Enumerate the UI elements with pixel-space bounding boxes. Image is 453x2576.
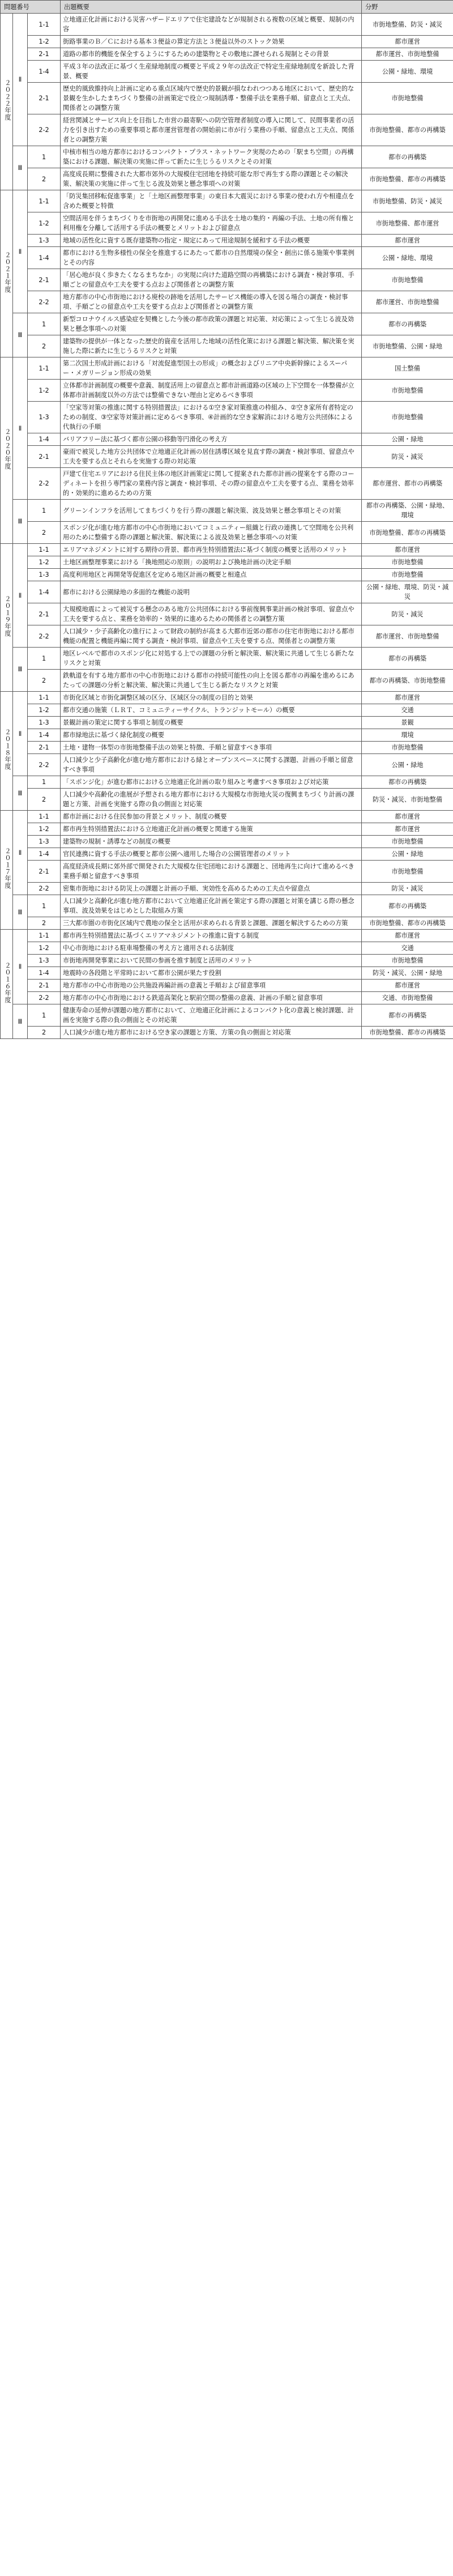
table-row: [1, 848, 453, 861]
question-summary-cell: 地区レベルで都市のスポンジ化に対処する上での課題の分析と解決策、解決策に共通して生じる新たなリスクと対策: [61, 648, 362, 670]
table-row: [1, 556, 453, 569]
question-field-cell: 市街地整備: [362, 861, 453, 883]
question-summary-cell: 高度利用地区と再開発等促進区を定める地区計画の概要と相違点: [61, 569, 362, 581]
year-label: ２０２２年度: [4, 79, 11, 121]
question-number-cell: 1-2: [28, 823, 61, 836]
question-field-cell: 都市運営: [362, 980, 453, 992]
question-field-cell: 市街地整備、防災・減災: [362, 14, 453, 36]
question-summary-cell: 人口減少や高齢化の進展が予想される地方都市における大規模な市街地火災の復興まちづくり計画の課題と方策、計画を実施する際の負の側面と対応策: [61, 789, 362, 811]
question-field-cell: 防災・減災: [362, 446, 453, 468]
question-field-cell: 市街地整備、都市の再構築: [362, 1027, 453, 1039]
question-summary-cell: 高度経済成長期に郊外部で開発された大規模な住宅団地における課題と、団地再生に向けて進めるべき業務手順と留意すべき事項: [61, 861, 362, 883]
question-field-cell: 都市の再構築、市街地整備: [362, 670, 453, 692]
header-issue-no: 問題番号: [1, 1, 61, 14]
table-row: [1, 742, 453, 754]
question-number-cell: 1-4: [28, 967, 61, 980]
question-summary-cell: 高度成長期に整備された大都市郊外の大規模住宅団地を持続可能な形で再生する際の課題とその解決策、解決策の実施に伴って生じる波及効果と懸念事項への対策: [61, 168, 362, 190]
header-row: [1, 1, 453, 14]
table-row: [1, 212, 453, 235]
table-row: [1, 692, 453, 704]
question-field-cell: 都市の再構築、公園・緑地、環境: [362, 500, 453, 522]
question-summary-cell: 空間活用を伴うまちづくりを市街地の再開発に進める手法を土地の集約・再編の手法、土地の所有権と利用権を分離して活用する手法の概要とメリットおよび留意点: [61, 212, 362, 235]
question-field-cell: 交通: [362, 942, 453, 955]
question-field-cell: 防災・減災: [362, 603, 453, 625]
table-row: [1, 603, 453, 625]
question-number-cell: 2-1: [28, 603, 61, 625]
question-summary-cell: 都市再生特別措置法における立地適正化計画の概要と関連する施策: [61, 823, 362, 836]
question-number-cell: 2-1: [28, 446, 61, 468]
question-summary-cell: スポンジ化が進む地方都市の中心市街地においてコミュニティー組織と行政の連携して空間地を公共利用のために整備する際の課題と解決策、解決策による波及効果と懸念事項への対策: [61, 522, 362, 544]
question-number-cell: 1-1: [28, 14, 61, 36]
table-row: [1, 883, 453, 895]
question-summary-cell: 都市緑地法に基づく緑化制度の概要: [61, 729, 362, 742]
question-field-cell: 市街地整備: [362, 402, 453, 433]
table-row: [1, 967, 453, 980]
question-field-cell: 交通、市街地整備: [362, 992, 453, 1004]
question-field-cell: 景観: [362, 717, 453, 729]
table-row: [1, 823, 453, 836]
question-field-cell: 都市運営: [362, 544, 453, 556]
question-summary-cell: 中核市相当の地方都市におけるコンパクト・プラス・ネットワーク実現のための「駅まち空間」の再構築における課題、解決策の実施に伴って新たに生じうるリスクとその対策: [61, 146, 362, 168]
question-summary-cell: 道路の都市的機能を保全するようにするための建築物とその敷地に課せられる規制とその背景: [61, 48, 362, 61]
question-summary-cell: 建築物の規制・誘導などの制度の概要: [61, 836, 362, 848]
question-summary-cell: 地域の活性化に資する既存建築物の指定・規定にあって用途規制を緩和する手法の概要: [61, 235, 362, 247]
table-row: [1, 235, 453, 247]
table-row: [1, 704, 453, 717]
question-number-cell: 1: [28, 895, 61, 917]
question-summary-cell: 建築物の提供が一体となった歴史的資産を活用した地域の活性化策における課題と解決策、解決策を実施した際に新たに生じうるリスクと対策: [61, 335, 362, 357]
table-row: [1, 247, 453, 269]
question-number-cell: 1-3: [28, 836, 61, 848]
question-field-cell: 都市運営、市街地整備: [362, 625, 453, 648]
question-summary-cell: 都市計画における住民参加の背景とメリット、制度の概要: [61, 811, 362, 823]
question-summary-cell: 地方都市の中心市街地における廃校の跡地を活用したサービス機能の導入を図る場合の調査・検討事項、手順ごとの留意点や工夫を要する点および関係者との調整方策: [61, 291, 362, 313]
table-row: [1, 190, 453, 212]
question-number-cell: 1-4: [28, 848, 61, 861]
table-row: [1, 811, 453, 823]
question-number-cell: 1-4: [28, 61, 61, 83]
question-number-cell: 1: [28, 146, 61, 168]
question-field-cell: 国土整備: [362, 357, 453, 380]
question-summary-cell: エリアマネジメントに対する期待の背景、都市再生特別措置法に基づく制度の概要と活用のメリット: [61, 544, 362, 556]
table-row: [1, 48, 453, 61]
question-number-cell: 2: [28, 1027, 61, 1039]
question-summary-cell: 都市再生特別措置法に基づくエリアマネジメントの推進に資する制度: [61, 930, 362, 942]
question-number-cell: 2-1: [28, 861, 61, 883]
year-cell: [1, 190, 13, 357]
question-field-cell: 公園・緑地: [362, 433, 453, 446]
question-summary-cell: 歴史的風致維持向上計画に定める重点区域内で歴史的景観が損なわれつつある地区において、歴史的な景観を生かしたまちづくり整備の計画策定で役立つ規制誘導・整備手法を業務手順、留意点と工夫点、関係者との調整方策: [61, 83, 362, 114]
question-summary-cell: 大規模地震によって被災する懸念のある地方公共団体における事前復興事業計画の検討事項、留意点や工夫を要する点と、業務を効率的・効果的に進めるための関係者との調整方策: [61, 603, 362, 625]
question-summary-cell: 人口減少が進む地方都市における空き家の課題と方策、方策の負の側面と対応策: [61, 1027, 362, 1039]
table-row: [1, 83, 453, 114]
table-row: [1, 861, 453, 883]
question-field-cell: 公園・緑地、環境: [362, 247, 453, 269]
question-summary-cell: 「防災集団移転促進事業」と「土地区画整理事業」の東日本大震災における事業の使われ方や相違点を含めた概要と特徴: [61, 190, 362, 212]
question-number-cell: 1-1: [28, 190, 61, 212]
question-number-cell: 1-3: [28, 717, 61, 729]
table-row: [1, 930, 453, 942]
question-summary-cell: 官民連携に資する手法の概要と都市公園へ適用した場合の公園管理者のメリット: [61, 848, 362, 861]
question-number-cell: 2-2: [28, 625, 61, 648]
question-number-cell: 1-1: [28, 692, 61, 704]
question-number-cell: 1-4: [28, 247, 61, 269]
table-row: [1, 335, 453, 357]
question-field-cell: 都市の再構築: [362, 895, 453, 917]
question-number-cell: 2-1: [28, 48, 61, 61]
question-summary-cell: 土地・建物一体型の市街地整備手法の効果と特徴、手順と留意すべき事項: [61, 742, 362, 754]
question-field-cell: 市街地整備: [362, 380, 453, 402]
question-summary-cell: 地震時の各段階と平常時において都市公園が果たす役割: [61, 967, 362, 980]
question-summary-cell: 「スポンジ化」が進む都市における立地適正化計画の取り組みと考慮すべき事項および対応策: [61, 776, 362, 789]
header-field: 分野: [362, 1, 453, 14]
question-summary-cell: 平成３年の法改正に基づく生産緑地制度の概要と平成２９年の法改正で特定生産緑地制度を新設した背景、概要: [61, 61, 362, 83]
question-number-cell: 1-1: [28, 357, 61, 380]
year-cell: [1, 930, 13, 1039]
question-number-cell: 2-2: [28, 992, 61, 1004]
table-row: [1, 544, 453, 556]
table-row: [1, 1027, 453, 1039]
question-field-cell: 都市運営、市街地整備: [362, 291, 453, 313]
table-row: [1, 114, 453, 146]
table-row: [1, 648, 453, 670]
question-summary-cell: 密集市街地における防災上の課題と計画の手順、実効性を高めるための工夫点や留意点: [61, 883, 362, 895]
section-roman-cell: Ⅱ: [13, 544, 28, 648]
question-summary-cell: 市街地再開発事業において民間の参画を推す制度と活用のメリット: [61, 955, 362, 967]
section-roman-cell: Ⅱ: [13, 930, 28, 1004]
question-number-cell: 1-1: [28, 811, 61, 823]
table-row: [1, 313, 453, 335]
question-number-cell: 1-4: [28, 729, 61, 742]
table-row: [1, 61, 453, 83]
question-number-cell: 2: [28, 670, 61, 692]
table-row: [1, 895, 453, 917]
question-number-cell: 2-1: [28, 742, 61, 754]
question-number-cell: 2: [28, 789, 61, 811]
table-row: [1, 168, 453, 190]
header-summary: 出題概要: [61, 1, 362, 14]
table-row: [1, 581, 453, 603]
question-field-cell: 市街地整備、都市の再構築: [362, 168, 453, 190]
question-summary-cell: 人口減少・少子高齢化の進行によって財政の制約が高まる大都市近郊の都市の住宅市街地における都市機能の配置と機能再編に関する調査・検討事項、留意点や工夫を要する点、関係者との調整方策: [61, 625, 362, 648]
year-cell: [1, 357, 13, 544]
section-roman-cell: Ⅲ: [13, 1004, 28, 1039]
question-field-cell: 市街地整備、都市の再構築: [362, 522, 453, 544]
question-field-cell: 都市運営: [362, 692, 453, 704]
question-summary-cell: 立体都市計画制度の概要や意義、制度活用上の留意点と都市計画道路の区域の上下空間を一体整備が立体都市計画制度以外の方法では整備できない理由と定めるべき事項: [61, 380, 362, 402]
section-roman-cell: Ⅲ: [13, 313, 28, 357]
question-summary-cell: 都市における公園緑地の多面的な機能の説明: [61, 581, 362, 603]
question-number-cell: 1-2: [28, 212, 61, 235]
question-field-cell: 市街地整備: [362, 556, 453, 569]
question-summary-cell: 街路事業のＢ／Ｃにおける基本３便益の算定方法と３便益以外のストック効果: [61, 36, 362, 48]
question-field-cell: 市街地整備: [362, 569, 453, 581]
year-label: ２０２０年度: [4, 428, 11, 470]
question-number-cell: 1: [28, 1004, 61, 1027]
question-number-cell: 1-2: [28, 704, 61, 717]
question-number-cell: 1-4: [28, 433, 61, 446]
year-label: ２０１７年度: [4, 848, 11, 889]
year-cell: [1, 14, 13, 190]
table-body: [1, 14, 453, 1039]
question-number-cell: 1-3: [28, 569, 61, 581]
section-roman-cell: Ⅱ: [13, 811, 28, 895]
table-row: [1, 146, 453, 168]
question-summary-cell: 鉄軌道を有する地方都市の中心市街地における都市の持続可能性の向上を図る都市の再編を進めるにあたっての課題の分析と解決策、解決策に共通して生じる新たなリスクと対策: [61, 670, 362, 692]
year-label: ２０１６年度: [4, 961, 11, 1004]
question-summary-cell: グリーンインフラを活用してまちづくりを行う際の課題と解決策、波及効果と懸念事項とその対策: [61, 500, 362, 522]
table-row: [1, 1004, 453, 1027]
question-field-cell: 市街地整備: [362, 83, 453, 114]
section-roman-cell: Ⅱ: [13, 14, 28, 146]
section-roman-cell: Ⅱ: [13, 692, 28, 776]
question-field-cell: 都市運営: [362, 823, 453, 836]
question-number-cell: 2-1: [28, 269, 61, 291]
question-summary-cell: 都市における生物多様性の保全を推進するにあたって都市の自然環境の保全・創出に係る施策や事業例とその内容: [61, 247, 362, 269]
question-summary-cell: 土地区画整理事業における「換地照応の原則」の説明および換地計画の決定手順: [61, 556, 362, 569]
year-cell: [1, 811, 13, 930]
table-row: [1, 522, 453, 544]
table-row: [1, 717, 453, 729]
question-field-cell: 環境: [362, 729, 453, 742]
table-row: [1, 670, 453, 692]
question-field-cell: 公園・緑地、環境: [362, 61, 453, 83]
question-field-cell: 都市運営、市街地整備: [362, 48, 453, 61]
table-row: [1, 402, 453, 433]
question-number-cell: 1-3: [28, 955, 61, 967]
table-row: [1, 569, 453, 581]
question-field-cell: 市街地整備、都市の再構築: [362, 917, 453, 930]
question-number-cell: 2-2: [28, 291, 61, 313]
question-number-cell: 2-2: [28, 754, 61, 776]
question-number-cell: 2-1: [28, 83, 61, 114]
question-field-cell: 都市の再構築: [362, 146, 453, 168]
question-summary-cell: 市街化区域と市街化調整区域の区分、区域区分の制度の目的と効果: [61, 692, 362, 704]
table-row: [1, 269, 453, 291]
question-field-cell: 市街地整備: [362, 836, 453, 848]
question-field-cell: 公園・緑地: [362, 848, 453, 861]
question-number-cell: 1: [28, 313, 61, 335]
table-row: [1, 468, 453, 500]
year-cell: [1, 544, 13, 692]
question-number-cell: 1-3: [28, 402, 61, 433]
question-summary-cell: 三大都市圏の市街化区域内で農地の保全と活用が求められる背景と課題、課題を解決するための方策: [61, 917, 362, 930]
question-field-cell: 防災・減災、市街地整備: [362, 789, 453, 811]
question-number-cell: 2: [28, 522, 61, 544]
table-row: [1, 291, 453, 313]
question-summary-cell: 「居心地が良く歩きたくなるまちなか」の実現に向けた道路空間の再構築における調査・検討事項、手順ごとの留意点や工夫を要する点および関係者との調整方策: [61, 269, 362, 291]
question-number-cell: 1: [28, 648, 61, 670]
table-row: [1, 446, 453, 468]
question-number-cell: 2: [28, 168, 61, 190]
exam-question-table: [0, 0, 453, 1039]
question-summary-cell: 経営関減とサービス向上を目指した市営の最寄駅への防空管理者制度の導入に関して、民間事業者の活力を引き出すための重要事項と都市運営管理者の開始前に市が行う業務の手順、留意点と工夫点、関係者との調整方策: [61, 114, 362, 146]
question-number-cell: 1: [28, 500, 61, 522]
question-field-cell: 防災・減災、公園・緑地: [362, 967, 453, 980]
question-field-cell: 市街地整備、防災・減災: [362, 190, 453, 212]
question-field-cell: 市街地整備、公園・緑地: [362, 335, 453, 357]
question-field-cell: 市街地整備、都市の再構築: [362, 114, 453, 146]
question-number-cell: 1: [28, 776, 61, 789]
question-number-cell: 1-3: [28, 235, 61, 247]
question-summary-cell: バリアフリー法に基づく都市公園の移動等円滑化の考え方: [61, 433, 362, 446]
question-summary-cell: 地方都市の中心市街地の公共施設再編計画の意義と手順および留意事項: [61, 980, 362, 992]
question-number-cell: 1-2: [28, 556, 61, 569]
question-field-cell: 都市運営、都市の再構築: [362, 468, 453, 500]
question-number-cell: 2-1: [28, 980, 61, 992]
table-row: [1, 789, 453, 811]
question-field-cell: 市街地整備、都市運営: [362, 212, 453, 235]
table-row: [1, 14, 453, 36]
question-number-cell: 1-4: [28, 581, 61, 603]
question-field-cell: 都市の再構築: [362, 648, 453, 670]
section-roman-cell: Ⅱ: [13, 357, 28, 500]
question-field-cell: 公園・緑地、環境、防災・減災: [362, 581, 453, 603]
table-row: [1, 754, 453, 776]
question-number-cell: 1-2: [28, 942, 61, 955]
question-number-cell: 2: [28, 917, 61, 930]
table-row: [1, 729, 453, 742]
table-row: [1, 980, 453, 992]
question-summary-cell: 立地適正化計画における災害ハザードエリアで住宅建設などが規制される複数の区域と概要、規制の内容: [61, 14, 362, 36]
section-roman-cell: Ⅱ: [13, 190, 28, 313]
question-field-cell: 市街地整備: [362, 742, 453, 754]
table-row: [1, 380, 453, 402]
question-field-cell: 防災・減災: [362, 883, 453, 895]
question-number-cell: 2-2: [28, 883, 61, 895]
question-summary-cell: 健康寿命の延伸が課題の地方都市において、立地適正化計画によるコンパクト化の意義と検討課題、計画を実施する際の負の側面とその対応策: [61, 1004, 362, 1027]
question-number-cell: 1-2: [28, 36, 61, 48]
question-field-cell: 市街地整備: [362, 955, 453, 967]
question-summary-cell: 地方都市の中心市街地における鉄道高架化と駅前空間の整備の意義、計画の手順と留意事項: [61, 992, 362, 1004]
question-summary-cell: 人口減少と少子高齢化が進む地方都市における緑とオープンスペースに関する課題、計画の手順と留意すべき事項: [61, 754, 362, 776]
table-row: [1, 955, 453, 967]
question-summary-cell: 人口減少と高齢化が進む地方都市において立地適正化計画を策定する際の課題と対策を講じる際の懸念事項、波及効果をはじめとした取組み方策: [61, 895, 362, 917]
question-field-cell: 都市運営: [362, 36, 453, 48]
question-summary-cell: 豪雨で被災した地方公共団体で立地適正化計画の居住誘導区域を見直す際の調査・検討事項、留意点や工夫を要する点とそれらを実施する際の対応策: [61, 446, 362, 468]
question-number-cell: 1-1: [28, 930, 61, 942]
question-summary-cell: 「空家等対策の推進に関する特別措置法」における①空き家対策推進の枠組み、②空き家所有者特定のための制度、③空家等対策計画に定めるべき事項、④計画的な空き家解消における地方公共団体による代執行の手順: [61, 402, 362, 433]
question-summary-cell: 第二次国土形成計画における「対流促進型国土の形成」の概念およびリニア中央新幹線によるスーパー・メガリージョン形成の効果: [61, 357, 362, 380]
question-summary-cell: 戸建て住宅エリアにおける住民主体の地区計画策定に関して提案された都市計画の提案をする際のコーディネートを担う専門家の業務内容と調査・検討事項、その際の留意点や工夫を要する点、業務を効率的・効果的に進めるための方策: [61, 468, 362, 500]
question-summary-cell: 景観計画の策定に関する事項と制度の概要: [61, 717, 362, 729]
question-field-cell: 交通: [362, 704, 453, 717]
question-number-cell: 2: [28, 335, 61, 357]
question-field-cell: 都市運営: [362, 811, 453, 823]
section-roman-cell: Ⅲ: [13, 146, 28, 190]
question-field-cell: 都市運営: [362, 235, 453, 247]
table-row: [1, 433, 453, 446]
table-row: [1, 776, 453, 789]
table-row: [1, 917, 453, 930]
question-field-cell: 市街地整備: [362, 269, 453, 291]
table-row: [1, 836, 453, 848]
question-field-cell: 都市の再構築: [362, 1004, 453, 1027]
question-number-cell: 1-2: [28, 380, 61, 402]
year-cell: [1, 692, 13, 811]
question-summary-cell: 都市交通の施策（ＬＲＴ、コミュニティーサイクル、トランジットモール）の概要: [61, 704, 362, 717]
section-roman-cell: Ⅲ: [13, 895, 28, 930]
question-summary-cell: 新型コロナウイルス感染症を契機とした今後の都市政策の課題と対応策、対応策によって生じる波及効果と懸念事項への対策: [61, 313, 362, 335]
section-roman-cell: Ⅲ: [13, 776, 28, 811]
question-summary-cell: 中心市街地における駐車場整備の考え方と適用される法制度: [61, 942, 362, 955]
table-row: [1, 992, 453, 1004]
table-row: [1, 36, 453, 48]
question-number-cell: 2-2: [28, 468, 61, 500]
year-label: ２０１９年度: [4, 595, 11, 637]
question-field-cell: 都市の再構築: [362, 776, 453, 789]
question-field-cell: 公園・緑地: [362, 754, 453, 776]
table-row: [1, 625, 453, 648]
question-number-cell: 2-2: [28, 114, 61, 146]
table-row: [1, 942, 453, 955]
section-roman-cell: Ⅲ: [13, 500, 28, 544]
question-field-cell: 都市運営: [362, 930, 453, 942]
year-label: ２０１８年度: [4, 729, 11, 770]
year-label: ２０２１年度: [4, 251, 11, 293]
section-roman-cell: Ⅲ: [13, 648, 28, 692]
question-field-cell: 都市の再構築: [362, 313, 453, 335]
question-number-cell: 1-1: [28, 544, 61, 556]
table-row: [1, 357, 453, 380]
table-row: [1, 500, 453, 522]
